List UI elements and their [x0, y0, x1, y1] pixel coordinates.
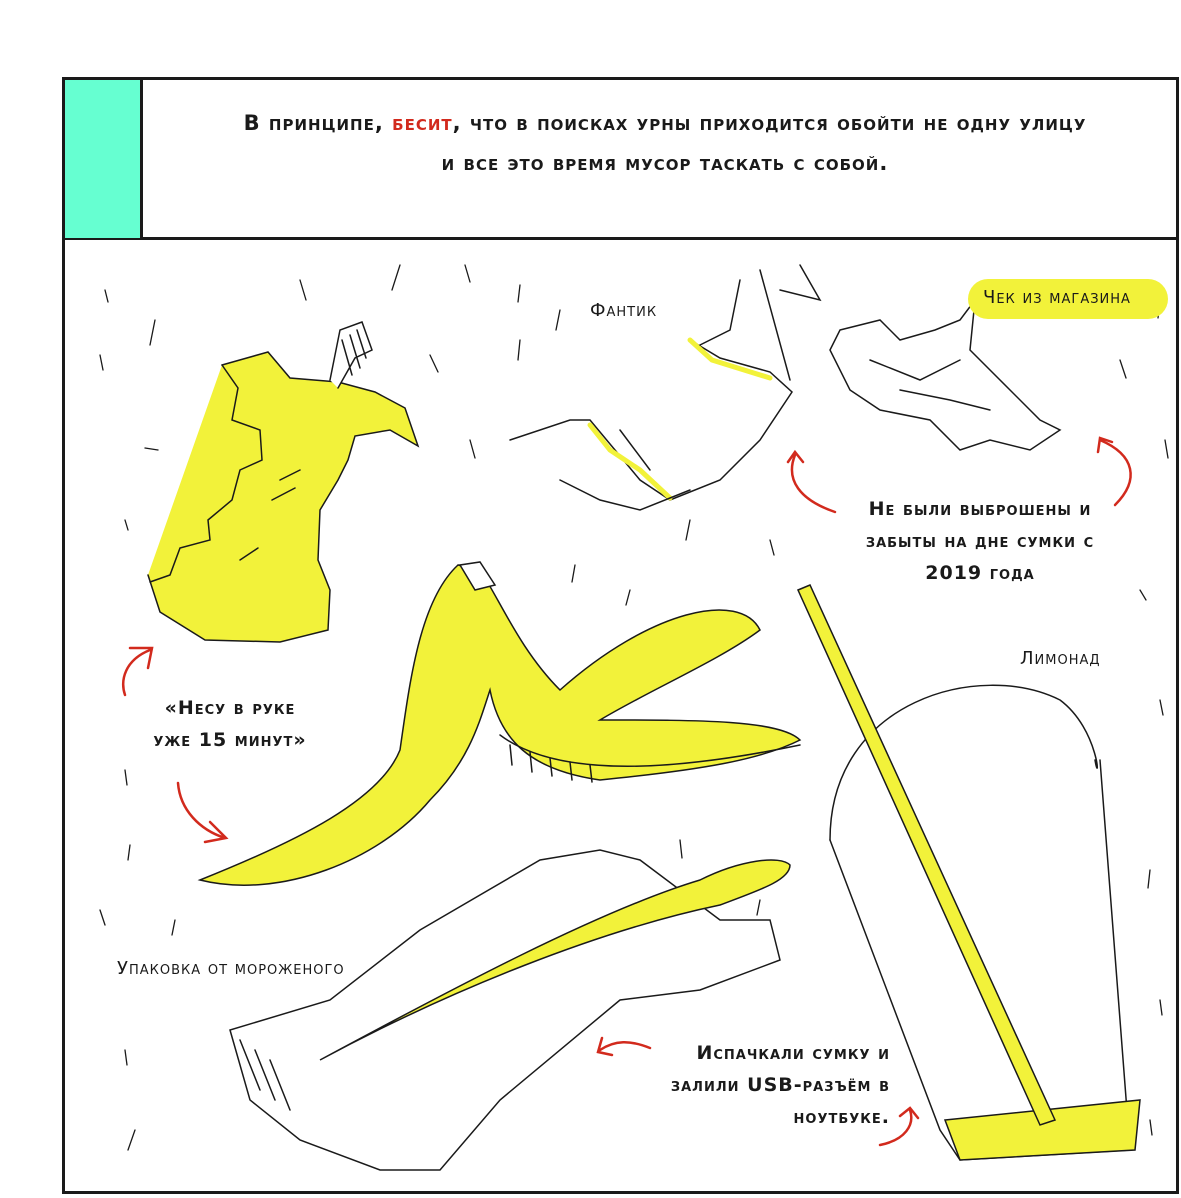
carry-caption-line-2: уже 15 минут» [153, 729, 307, 751]
stain-caption-line-3: ноутбуке. [793, 1106, 890, 1128]
candy-wrapper-drawing [510, 265, 820, 510]
icecream-label: Упаковка от мороженого [117, 958, 345, 979]
stain-caption-line-1: Испачкали сумку и [696, 1042, 890, 1064]
apple-core-drawing [148, 322, 418, 642]
receipts-caption [840, 493, 1120, 589]
receipt-label: Чек из магазина [983, 287, 1131, 308]
header-line-1-before: В принципе, [243, 111, 393, 135]
receipts-caption-line-1: Не были выброшены и [868, 498, 1092, 520]
stain-caption [620, 1037, 890, 1133]
carry-caption [120, 692, 340, 756]
header-highlight-word: бесит [392, 111, 453, 135]
lemonade-label: Лимонад [1020, 648, 1101, 669]
stain-caption-line-2: залили USB-разъём в [670, 1074, 890, 1096]
wrapper-label: Фантик [590, 300, 658, 321]
crumpled-receipt-drawing [830, 300, 1060, 450]
carry-caption-line-1: «Несу в руке [164, 697, 296, 719]
receipts-caption-line-3: 2019 года [925, 562, 1035, 584]
header-line-2: и все это время мусор таскать с собой. [441, 151, 889, 175]
header-line-1-after: , что в поисках урны приходится обойти не одну улицу [452, 111, 1087, 135]
receipts-caption-line-2: забыты на дне сумки с [865, 530, 1095, 552]
